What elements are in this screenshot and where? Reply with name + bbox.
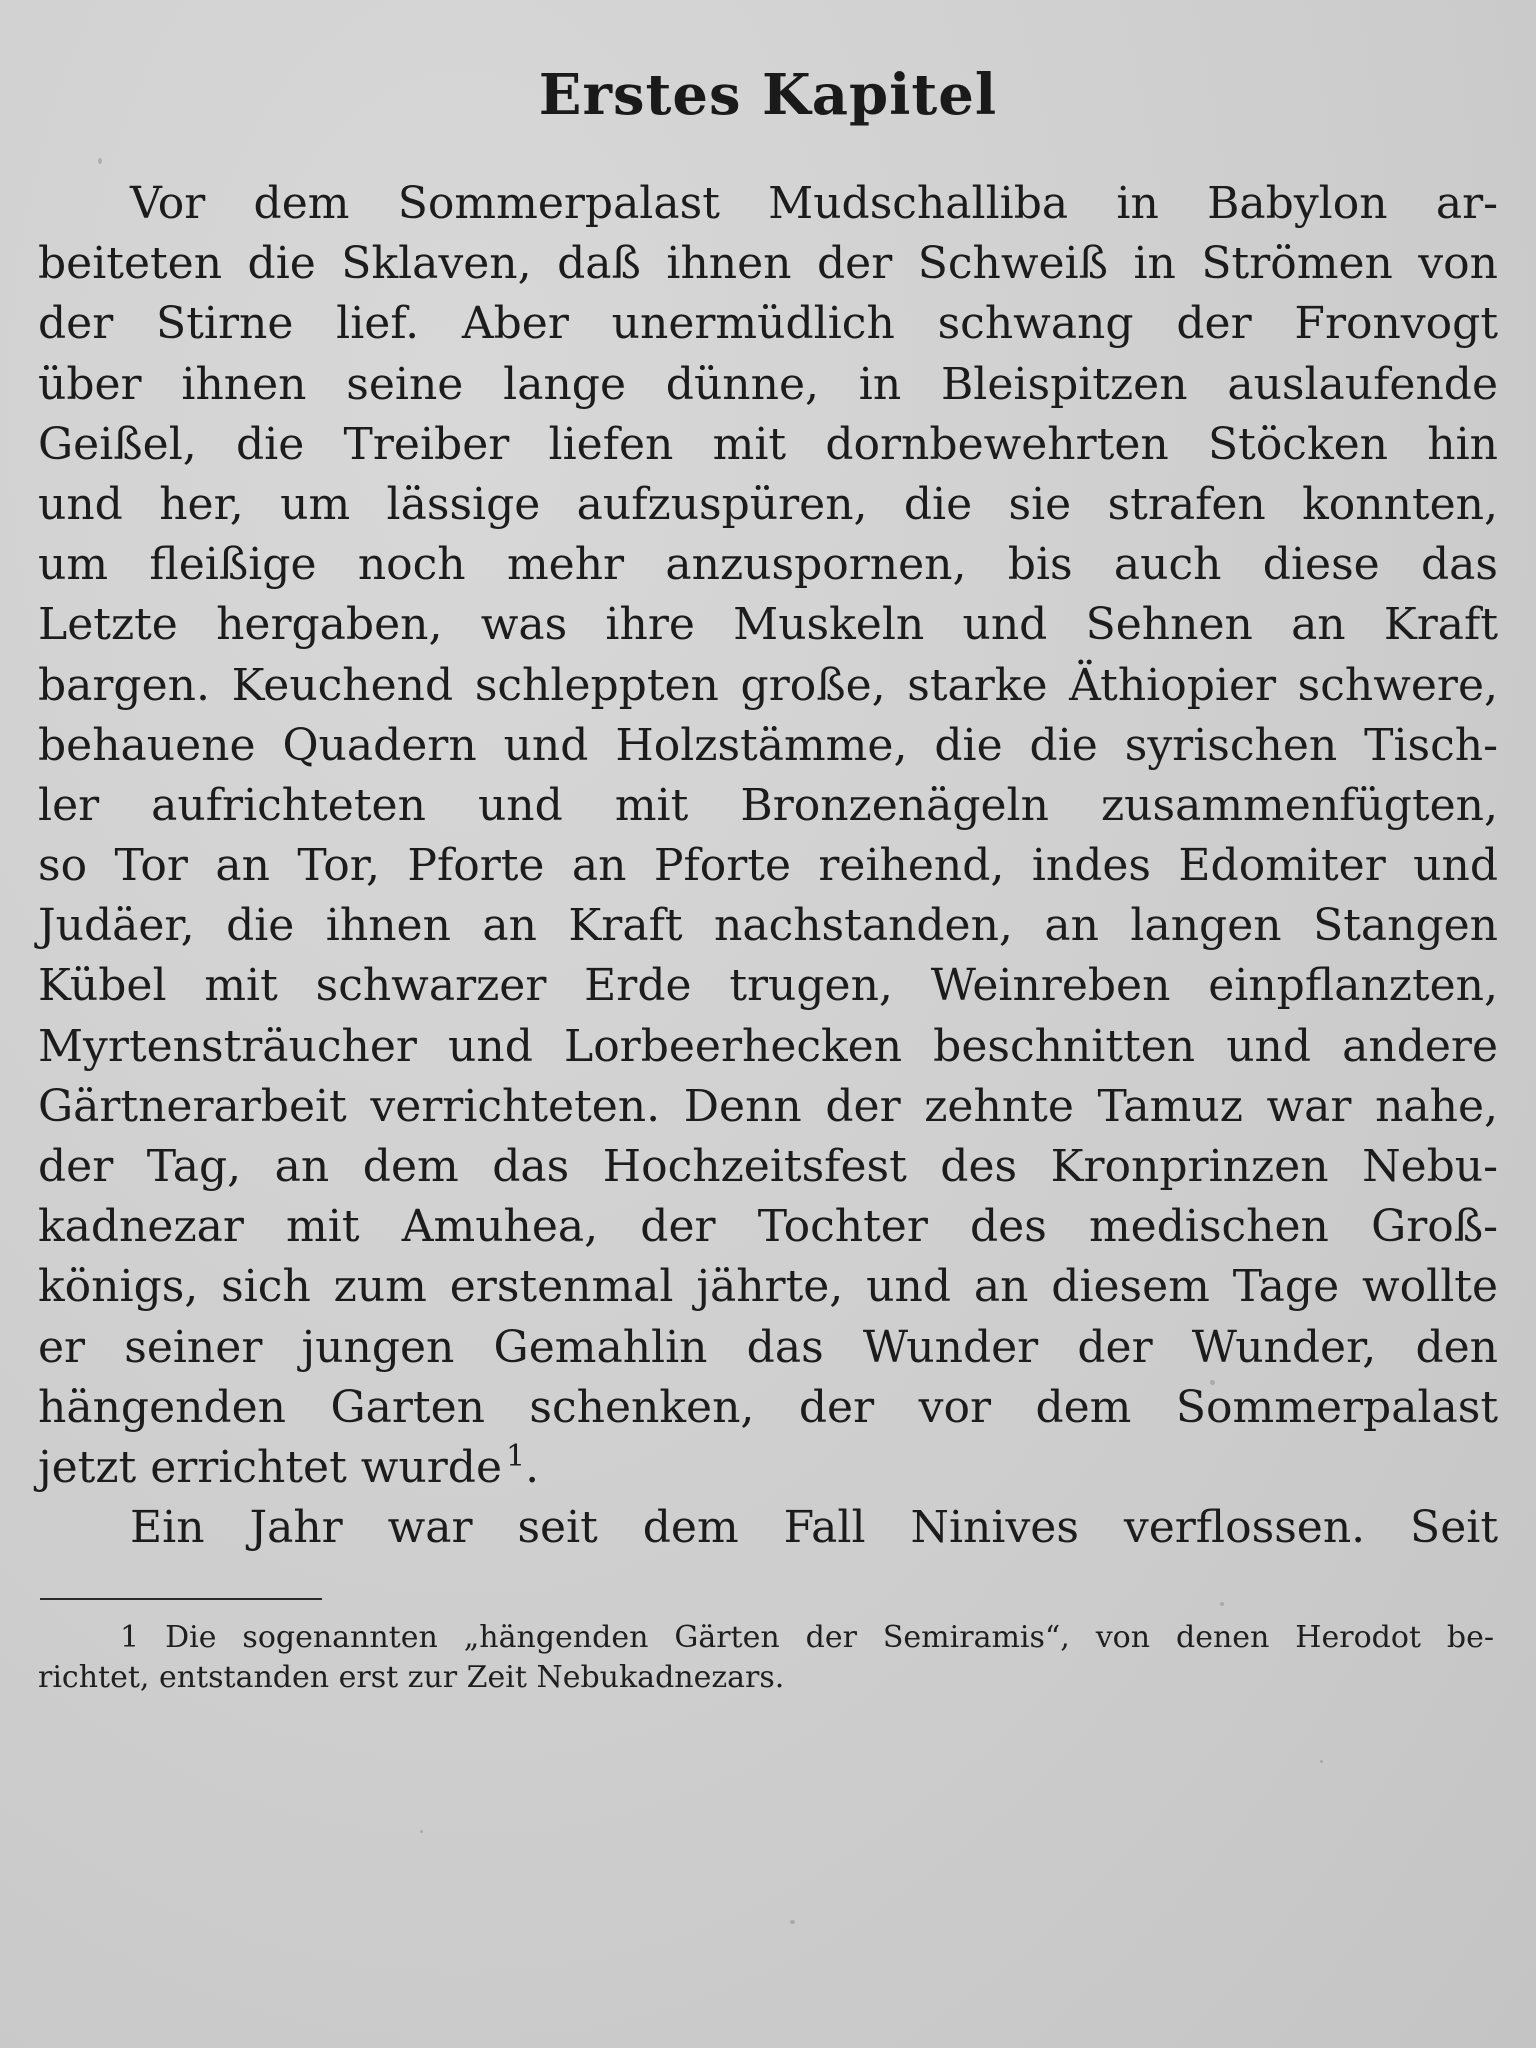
text-line: Judäer, die ihnen an Kraft nachstanden, an langen Stangen xyxy=(38,900,1498,952)
text-line: Ein Jahr war seit dem Fall Ninives verflossen. Seit xyxy=(130,1502,1498,1554)
footnote-line: richtet, entstanden erst zur Zeit Nebukadnezars. xyxy=(38,1660,785,1695)
text-line: Vor dem Sommerpalast Mudschalliba in Babylon ar- xyxy=(130,178,1498,229)
paper-speck xyxy=(98,158,102,164)
text-line: jetzt errichtet wurde xyxy=(38,1441,502,1493)
text-line: um fleißige noch mehr anzuspornen, bis auch diese das xyxy=(38,539,1498,591)
text-line: ler aufrichteten und mit Bronzenägeln zusammenfügten, xyxy=(38,779,1498,831)
paragraph-end-line: jetzt errichtet wurde $^1$. xyxy=(38,1439,540,1493)
text-line: über ihnen seine lange dünne, in Bleispitzen auslaufende xyxy=(38,358,1498,410)
text-line: und her, um lässige aufzuspüren, die sie strafen konnten, xyxy=(38,478,1498,530)
paper-speck xyxy=(420,1830,423,1833)
paper-speck xyxy=(1320,1760,1323,1763)
text-line: hängenden Garten schenken, der vor dem Sommerpalast xyxy=(38,1381,1498,1433)
text-line: der Stirne lief. Aber unermüdlich schwang der Fronvogt xyxy=(38,298,1498,350)
text-line: er seiner jungen Gemahlin das Wunder der Wunder, den xyxy=(38,1321,1498,1373)
text-line: bargen. Keuchend schleppten große, starke Äthiopier schwere, xyxy=(38,659,1498,711)
paper-speck xyxy=(790,1920,795,1924)
paper-speck xyxy=(1220,1602,1224,1606)
text-line: Gärtnerarbeit verrichteten. Denn der zehnte Tamuz war nahe, xyxy=(38,1080,1498,1132)
text-line: Geißel, die Treiber liefen mit dornbewehrten Stöcken hin xyxy=(38,418,1498,470)
text-line: behauene Quadern und Holzstämme, die die syrischen Tisch- xyxy=(38,719,1498,771)
footnote-text: Die sogenannten „hängenden Gärten der Semiramis“, von denen Herodot be- xyxy=(165,1620,1494,1655)
footnote-marker: 1 xyxy=(120,1620,140,1655)
text-line: beiteten die Sklaven, daß ihnen der Schweiß in Strömen von xyxy=(38,238,1498,290)
text-line: kadnezar mit Amuhea, der Tochter des medischen Groß- xyxy=(38,1201,1498,1253)
text-line: Kübel mit schwarzer Erde trugen, Weinreben einpflanzten, xyxy=(38,960,1498,1012)
footnote-line xyxy=(38,1618,1494,1658)
footnote-reference: 1 xyxy=(506,1439,526,1475)
footnote xyxy=(38,1618,1494,1698)
text-line: Letzte hergaben, was ihre Muskeln und Sehnen an Kraft xyxy=(38,599,1498,651)
footnote-divider xyxy=(40,1598,322,1600)
text-line: der Tag, an dem das Hochzeitsfest des Kronprinzen Nebu- xyxy=(38,1141,1498,1192)
text-line: königs, sich zum erstenmal jährte, und an diesem Tage wollte xyxy=(38,1261,1498,1313)
body-text xyxy=(38,174,1498,1558)
chapter-title: Erstes Kapitel xyxy=(538,62,998,128)
text-line: Myrtensträucher und Lorbeerhecken beschnitten und andere xyxy=(38,1020,1498,1072)
text-line: so Tor an Tor, Pforte an Pforte reihend, indes Edomiter und xyxy=(38,840,1498,892)
